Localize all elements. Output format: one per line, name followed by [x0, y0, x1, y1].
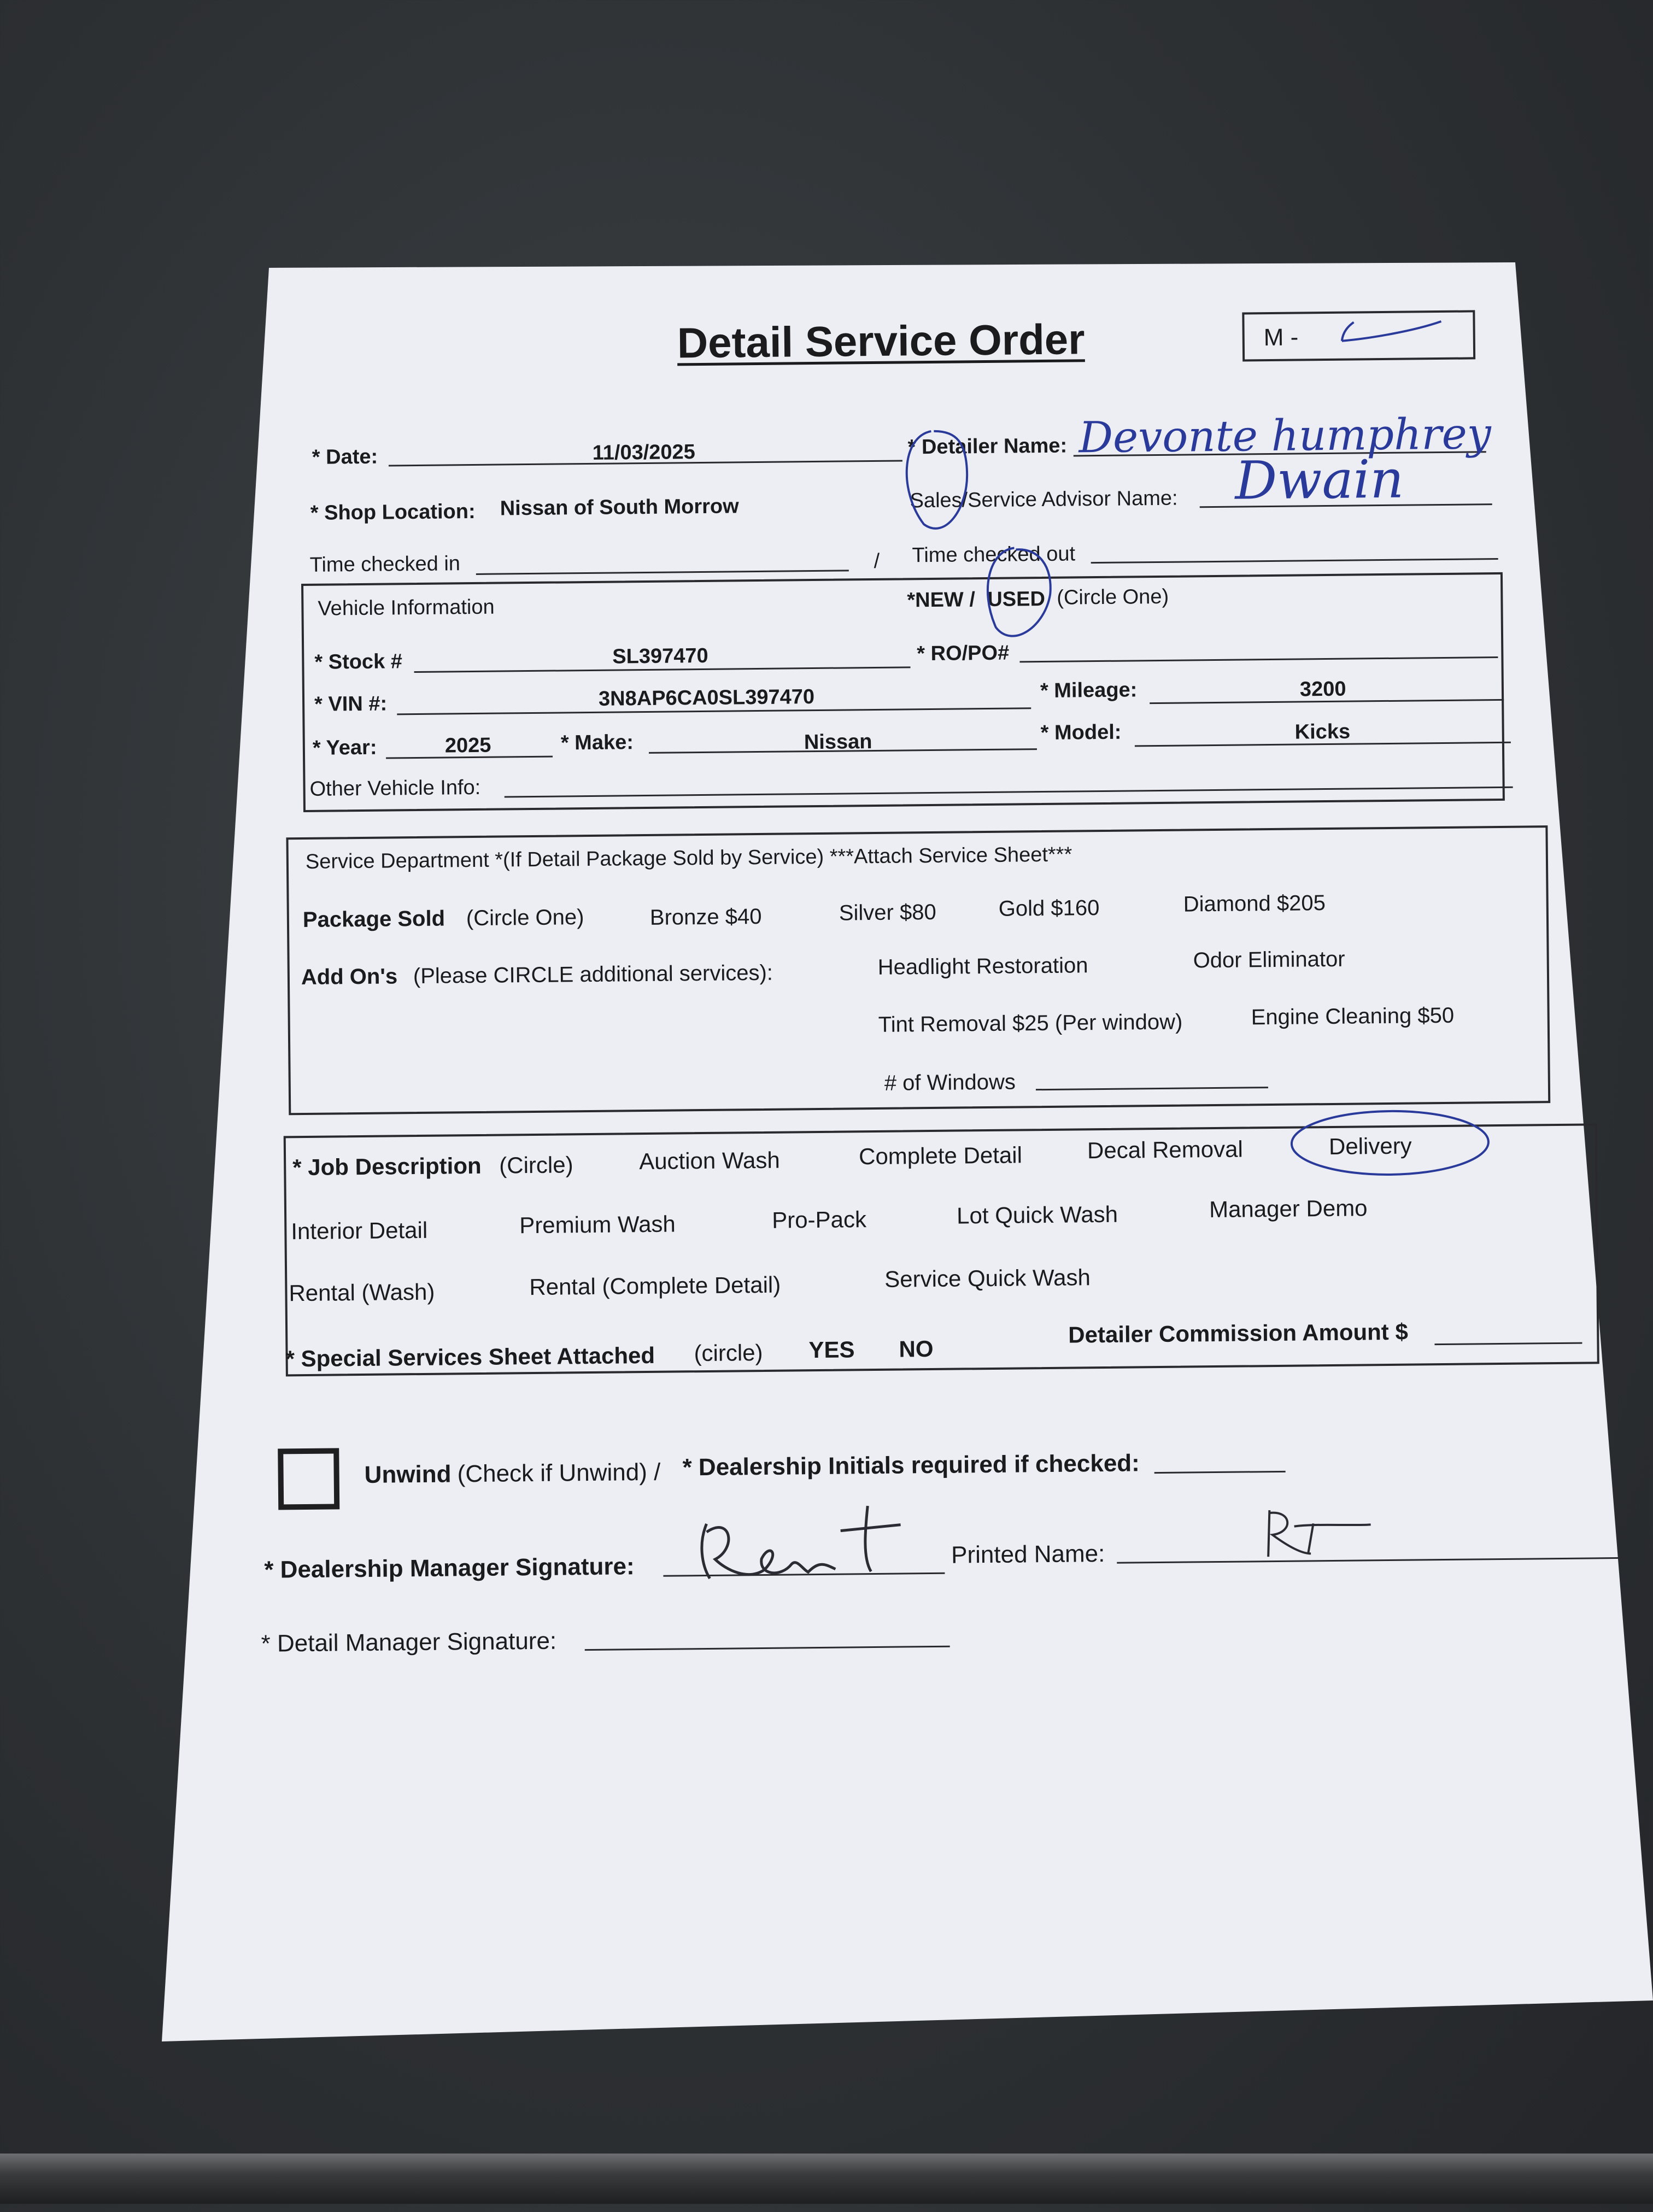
unwind-check-text: (Check if Unwind) / [457, 1458, 661, 1488]
package-label: Package Sold [302, 906, 446, 932]
job-description-circle: (Circle) [499, 1152, 573, 1178]
unwind-label: Unwind [364, 1460, 452, 1488]
job-delivery: Delivery [1328, 1133, 1412, 1160]
date-label: * Date: [312, 445, 378, 469]
addon-tint: Tint Removal $25 (Per window) [878, 1010, 1183, 1037]
job-rental-wash: Rental (Wash) [289, 1278, 435, 1306]
initials-label: * Dealership Initials required if checked: [682, 1450, 1140, 1481]
job-lot-quick-wash: Lot Quick Wash [956, 1201, 1118, 1229]
detailer-name-handwritten: Devonte humphrey [1078, 409, 1492, 463]
special-no: NO [899, 1335, 934, 1362]
date-value: 11/03/2025 [592, 441, 696, 465]
job-pro-pack: Pro-Pack [771, 1206, 867, 1233]
delivery-circle-mark [1291, 1110, 1488, 1175]
make-label: * Make: [560, 731, 634, 755]
checkmark-icon [1342, 321, 1441, 341]
job-service-quick-wash: Service Quick Wash [884, 1264, 1091, 1292]
time-in-label: Time checked in [309, 552, 461, 577]
addons-label: Add On's [301, 964, 398, 990]
time-out-label: Time checked out [912, 542, 1076, 567]
stock-label: * Stock # [314, 650, 403, 674]
mileage-label: * Mileage: [1040, 678, 1138, 703]
detailer-label: * Detailer Name: [907, 434, 1068, 459]
job-auction-wash: Auction Wash [638, 1147, 780, 1175]
job-rental-complete-detail: Rental (Complete Detail) [529, 1271, 781, 1300]
addon-engine: Engine Cleaning $50 [1251, 1003, 1455, 1030]
manager-signature-mark [701, 1506, 901, 1579]
commission-label: Detailer Commission Amount $ [1068, 1318, 1409, 1348]
addons-instructions: (Please CIRCLE additional services): [413, 960, 773, 989]
job-decal-removal: Decal Removal [1087, 1136, 1244, 1164]
vin-label: * VIN #: [314, 692, 388, 716]
printed-name-mark [1268, 1509, 1371, 1557]
vin-value: 3N8AP6CA0SL397470 [598, 685, 815, 711]
model-label: * Model: [1040, 720, 1122, 745]
windows-label: # of Windows [884, 1070, 1016, 1095]
advisor-name-handwritten: Dwain [1234, 448, 1404, 512]
job-manager-demo: Manager Demo [1209, 1195, 1368, 1223]
addon-headlight: Headlight Restoration [877, 953, 1088, 979]
job-premium-wash: Premium Wash [519, 1211, 676, 1239]
advisor-label: Sales/Service Advisor Name: [910, 486, 1178, 513]
slash: / [874, 549, 880, 573]
package-circle-one: (Circle One) [466, 905, 584, 931]
special-yes: YES [808, 1336, 855, 1363]
stock-value: SL397470 [612, 644, 708, 668]
service-dept-header: Service Department *(If Detail Package Sold by Service) ***Attach Service Sheet*** [305, 843, 1072, 873]
addon-odor: Odor Eliminator [1193, 947, 1345, 973]
shop-label: * Shop Location: [310, 500, 476, 525]
year-value: 2025 [444, 734, 491, 758]
m-label: M - [1263, 324, 1299, 351]
printed-name-label: Printed Name: [951, 1540, 1105, 1569]
used-circle-mark [987, 548, 1051, 636]
shop-value: Nissan of South Morrow [500, 495, 739, 520]
model-value: Kicks [1294, 720, 1351, 744]
package-gold: Gold $160 [998, 896, 1100, 921]
year-label: * Year: [312, 736, 377, 760]
vehicle-info-header: Vehicle Information [318, 595, 495, 620]
mileage-value: 3200 [1299, 677, 1346, 701]
job-complete-detail: Complete Detail [858, 1142, 1023, 1170]
form-title: Detail Service Order [677, 315, 1085, 367]
circle-one-label: (Circle One) [1057, 585, 1169, 609]
package-bronze: Bronze $40 [649, 904, 762, 930]
job-description-label: * Job Description [292, 1152, 482, 1181]
manager-signature-label: * Dealership Manager Signature: [264, 1553, 635, 1583]
package-silver: Silver $80 [839, 900, 936, 925]
ro-label: * RO/PO# [917, 641, 1010, 666]
job-interior-detail: Interior Detail [291, 1217, 428, 1245]
used-label: USED [987, 587, 1046, 611]
sales-circle-mark [906, 431, 968, 529]
detail-manager-signature-label: * Detail Manager Signature: [261, 1627, 557, 1657]
other-info-label: Other Vehicle Info: [309, 776, 481, 801]
make-value: Nissan [804, 730, 872, 754]
special-services-label: * Special Services Sheet Attached [285, 1342, 655, 1372]
new-used-label: *NEW / [907, 588, 976, 612]
package-diamond: Diamond $205 [1183, 891, 1326, 917]
special-services-circle: (circle) [694, 1339, 763, 1366]
